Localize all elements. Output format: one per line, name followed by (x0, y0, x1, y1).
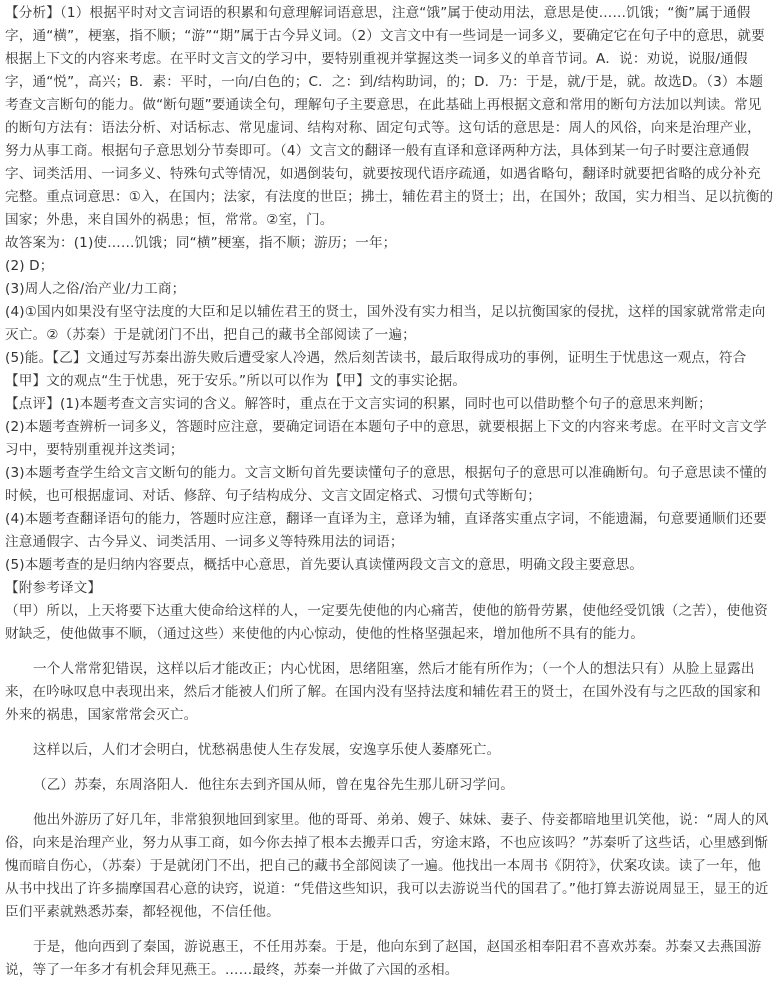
answer-item-2: (2) D； (5, 258, 54, 274)
comment-item-3: (3)本题考查学生给文言文断句的能力。文言文断句首先要读懂句子的意思，根据句子的意思可以准确断句。句子意思读不懂的时候，也可根据虚词、对话、修辞、句子结构成分、文言文固定格式、习惯句式等断句； (5, 465, 767, 504)
translation-paragraph-6: 于是，他向西到了秦国，游说惠王，不任用苏秦。于是，他向东到了赵国，赵国丞相奉阳君不喜欢苏秦。苏秦又去燕国游说，等了一年多才有机会拜见燕王。……最终，苏秦一并做了六国的丞相。 (5, 939, 762, 978)
translation-heading: 【附参考译文】 (5, 580, 102, 596)
analysis-paragraph: 【分析】（1）根据平时对文言词语的积累和句意理解词语意思，注意“饿”属于使动用法，意思是使……饥饿；“衡”属于通假字，通“横”，梗塞，指不顺；“游”“期”属于古今异义词。（2）文言文中有一些词是一词多义，要确定它在句子中的意思，就要根据上下文的内容来考虑。在平时文言文的学习中，要特别重视并掌握这类一词多义的单音节词。A．说：劝说，说服/通假字，通“悦”，高兴；B．素：平时，一向/白色的；C．之：到/结构助词，的；D．乃：于是，就/于是，就。故选D。（3）本题考查文言断句的能力。做“断句题”要通读全句，理解句子主要意思，在此基础上再根据文意和常用的断句方法加以判读。常见的断句方法有：语法分析、对话标志、常见虚词、结构对称、固定句式等。这句话的意思是：周人的风俗，向来是治理产业，努力从事工商。根据句子意思划分节奏即可。（4）文言文的翻译一般有直译和意译两种方法，具体到某一句子时要注意通假字、词类活用、一词多义、特殊句式等情况，如遇倒装句，就要按现代语序疏通，如遇省略句，翻译时就要把省略的成分补充完整。重点词意思：①入，在国内；法家，有法度的世臣；拂士，辅佐君主的贤士；出，在国外；敌国，实力相当、足以抗衡的国家；外患，来自国外的祸患；恒，常常。②室，门。 (5, 5, 774, 228)
answer-item-4: (4)①国内如果没有坚守法度的大臣和足以辅佐君王的贤士，国外没有实力相当，足以抗衡国家的侵扰，这样的国家就常常走向灭亡。②（苏秦）于是就闭门不出，把自己的藏书全部阅读了一遍； (5, 304, 766, 343)
translation-paragraph-5: 他出外游历了好几年，非常狼狈地回到家里。他的哥哥、弟弟、嫂子、妹妹、妻子、侍妾都暗地里讥笑他，说：“周人的风俗，向来是治理产业，努力从事工商，如今你去掉了根本去搬弄口舌，穷途末路，不也应该吗？”苏秦听了这些话，心里感到惭愧而暗自伤心，（苏秦）于是就闭门不出，把自己的藏书全部阅读了一遍。他找出一本周书《阴符》，伏案攻读。读了一年，他从书中找出了许多揣摩国君心意的诀窍，说道：“凭借这些知识，我可以去游说当代的国君了。”他打算去游说周显王，显王的近臣们平素就熟悉苏秦，都轻视他，不信任他。 (5, 812, 769, 920)
translation-paragraph-2: 一个人常常犯错误，这样以后才能改正；内心忧困，思绪阻塞，然后才能有所作为；（一个人的想法只有）从脸上显露出来，在吟咏叹息中表现出来，然后才能被人们所了解。在国内没有坚持法度和辅佐君王的贤士，在国外没有与之匹敌的国家和外来的祸患，国家常常会灭亡。 (5, 661, 761, 723)
answer-item-3: (3)周人之俗/治产业/力工商； (5, 281, 186, 297)
comment-item-2: (2)本题考查辨析一词多义，答题时应注意，要确定词语在本题句子中的意思，就要根据上下文的内容来考虑。在平时文言文学习中，要特别重视并这类词； (5, 419, 767, 458)
comment-item-4: (4)本题考查翻译语句的能力，答题时应注意，翻译一直译为主，意译为辅，直译落实重点字词，不能遗漏，句意要通顺们还要注意通假字、古今异义、词类活用、一词多义等特殊用法的词语； (5, 511, 767, 550)
answer-item-5: (5)能。【乙】文通过写苏秦出游失败后遭受家人冷遇，然后刻苦读书，最后取得成功的事例，证明生于忧患这一观点，符合【甲】文的观点“生于忧患，死于安乐。”所以可以作为【甲】文的事实论据。 (5, 350, 747, 389)
translation-paragraph-3: 这样以后，人们才会明白，忧愁祸患使人生存发展，安逸享乐使人萎靡死亡。 (33, 742, 501, 758)
comment-item-5: (5)本题考查的是归纳内容要点，概括中心意思，首先要认真读懂两段文言文的意思，明确文段主要意思。 (5, 557, 644, 573)
translation-paragraph-1: （甲）所以，上天将要下达重大使命给这样的人，一定要先使他的内心痛苦，使他的筋骨劳累，使他经受饥饿（之苦），使他资财缺乏，使他做事不顺，（通过这些）来使他的内心惊动，使他的性格坚强起来，增加他所不具有的能力。 (5, 603, 768, 642)
answer-summary: 故答案为：(1)使……饥饿；同“横”梗塞，指不顺；游历；一年； (5, 235, 397, 251)
comment-item-1: 【点评】(1)本题考查文言实词的含义。解答时，重点在于文言实词的积累，同时也可以借助整个句子的意思来判断； (5, 396, 712, 412)
translation-paragraph-4: （乙）苏秦，东周洛阳人．他往东去到齐国从师，曾在鬼谷先生那儿研习学问。 (33, 777, 515, 793)
